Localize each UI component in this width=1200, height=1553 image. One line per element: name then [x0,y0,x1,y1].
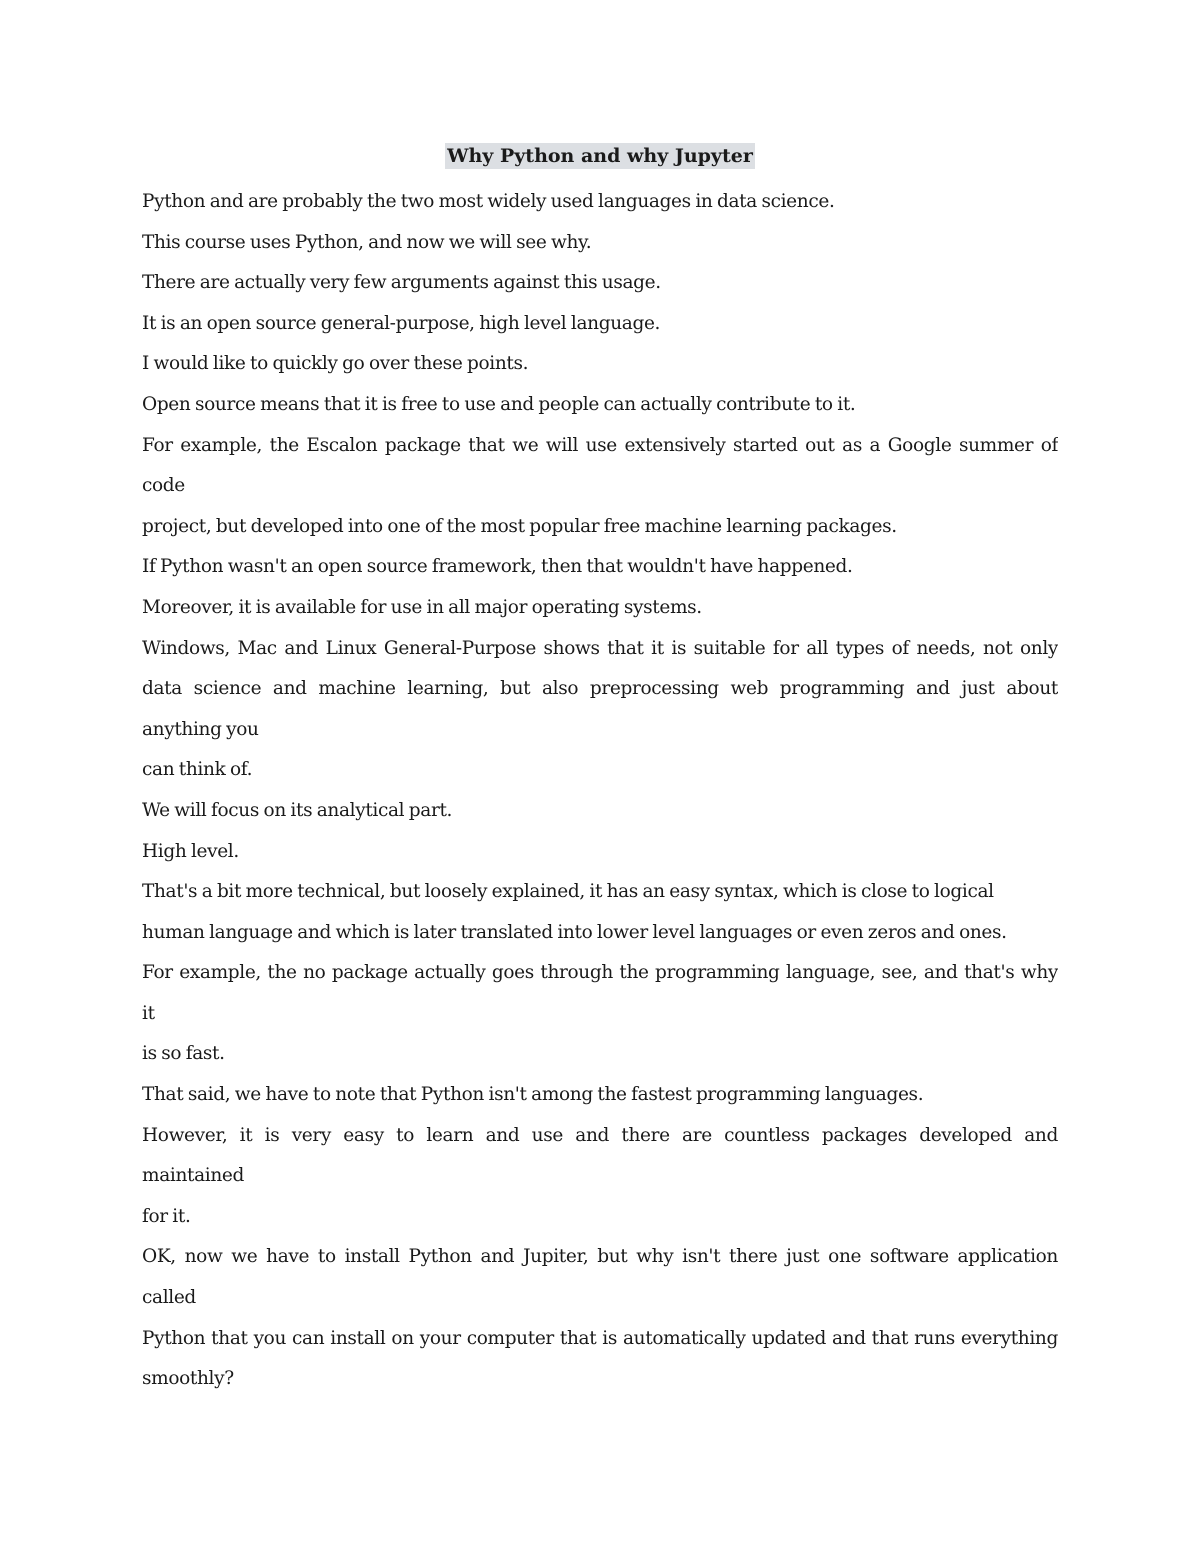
text-line: We will focus on its analytical part. [142,799,453,821]
text-line: project, but developed into one of the most popular free machine learning packages. [142,515,897,537]
text-line: High level. [142,840,239,862]
text-line: can think of. [142,759,253,781]
text-line: called [142,1287,196,1309]
text-line: Python and are probably the two most widely used languages in data science. [142,191,835,212]
text-line: it [142,1002,155,1024]
text-line: for it. [142,1205,191,1227]
text-line: OK, now we have to install Python and Jupiter, but why isn't there just one software application [142,1246,1058,1268]
text-line: Moreover, it is available for use in all major operating systems. [142,596,702,618]
text-line: Python that you can install on your computer that is automatically updated and that runs everything [142,1327,1058,1349]
text-line: Open source means that it is free to use and people can actually contribute to it. [142,393,856,415]
text-line: If Python wasn't an open source framework, then that wouldn't have happened. [142,556,853,578]
text-line: It is an open source general-purpose, high level language. [142,312,661,334]
text-line: anything you [142,718,259,740]
text-line: I would like to quickly go over these points. [142,353,529,375]
text-line: There are actually very few arguments against this usage. [142,272,661,294]
text-line: maintained [142,1165,244,1187]
text-line: Windows, Mac and Linux General-Purpose shows that it is suitable for all types of needs, not only [142,637,1058,659]
text-line: data science and machine learning, but also preprocessing web programming and just about [142,678,1058,700]
text-line: code [142,475,185,497]
text-line: smoothly? [142,1368,234,1390]
text-line: That said, we have to note that Python isn't among the fastest programming languages. [142,1084,924,1106]
document-title: Why Python and why Jupyter [447,145,753,167]
text-line: For example, the no package actually goes through the programming language, see, and that's why [142,962,1058,984]
text-line: is so fast. [142,1043,225,1065]
text-line: This course uses Python, and now we will see why. [142,231,592,253]
text-line: That's a bit more technical, but loosely explained, it has an easy syntax, which is close to logical [142,881,994,903]
document-body [142,182,1058,1400]
document-page [142,142,1058,1400]
text-line: For example, the Escalon package that we will use extensively started out as a Google summer of [142,434,1058,456]
title-container [142,142,1058,174]
text-line: However, it is very easy to learn and use and there are countless packages developed and [142,1124,1058,1146]
text-line: human language and which is later translated into lower level languages or even zeros and ones. [142,921,1007,943]
